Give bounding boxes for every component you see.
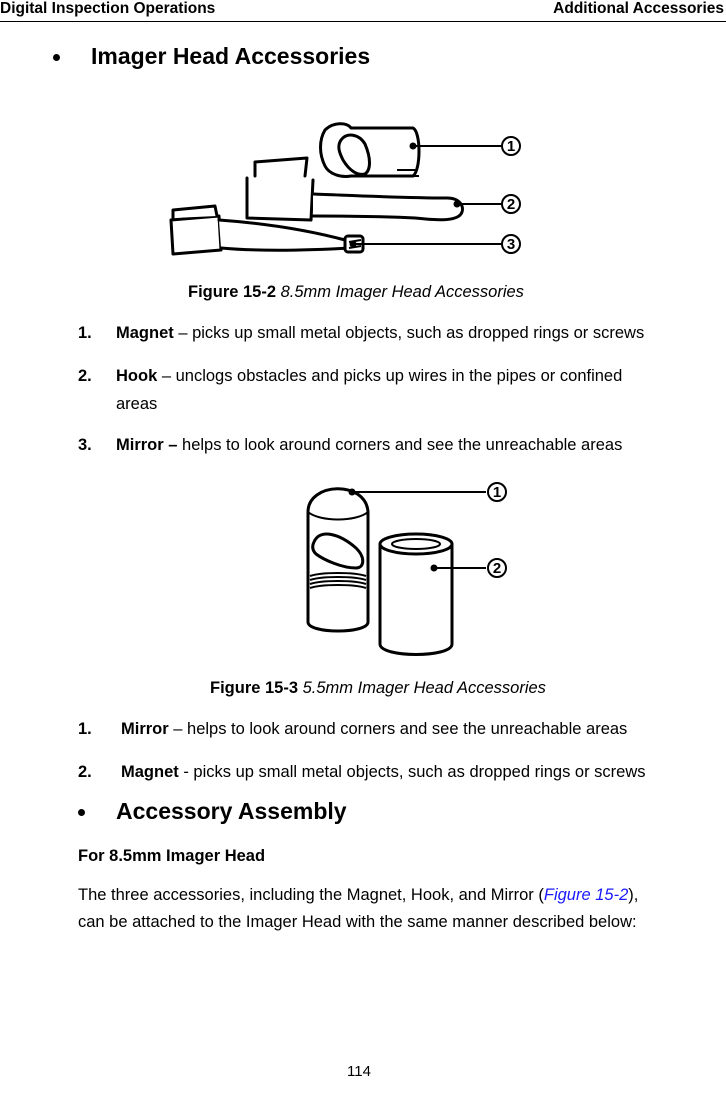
list-item-magnet: Magnet – picks up small metal objects, such as dropped rings or screws [116, 324, 645, 342]
list-item-hook-continued: areas [116, 395, 158, 413]
svg-text:2: 2 [506, 196, 516, 213]
assembly-paragraph-line2: can be attached to the Imager Head with the same manner described below: [78, 913, 637, 931]
callout-1 [488, 483, 506, 501]
caption-text: 8.5mm Imager Head Accessories [280, 283, 524, 301]
list-item-number: 2. [78, 763, 92, 781]
header-rule [0, 21, 726, 22]
section-bullet [78, 809, 85, 816]
figure-8-5mm-accessories-illustration [165, 118, 527, 266]
callout-2 [502, 195, 520, 213]
caption-text: 5.5mm Imager Head Accessories [302, 679, 546, 697]
figure-15-2-caption [188, 282, 524, 302]
magnet-accessory-drawing [321, 124, 420, 177]
figure-15-3-caption [210, 678, 546, 698]
section-title-imager-head-accessories: Imager Head Accessories [91, 43, 371, 69]
magnet-accessory-drawing [380, 534, 452, 655]
mirror-accessory-drawing [308, 489, 368, 631]
list-item-mirror: Mirror – helps to look around corners and see the unreachable areas [116, 436, 623, 454]
subheading-8-5mm: For 8.5mm Imager Head [78, 847, 266, 865]
callout-1 [502, 137, 520, 155]
caption-label: Figure 15-3 [210, 679, 299, 697]
svg-text:1: 1 [506, 138, 516, 155]
svg-text:3: 3 [506, 236, 516, 253]
figure-15-2-link[interactable]: Figure 15-2 [543, 886, 629, 904]
caption-label: Figure 15-2 [188, 283, 277, 301]
section-bullet [53, 54, 60, 61]
list-item-number: 2. [78, 367, 92, 385]
figure-5-5mm-accessories-illustration [300, 472, 515, 658]
page-number: 114 [347, 1063, 371, 1080]
running-header-left: Digital Inspection Operations [0, 0, 216, 17]
callout-3 [502, 235, 520, 253]
list-item-number: 1. [78, 720, 92, 738]
svg-text:2: 2 [492, 560, 502, 577]
callout-2 [488, 559, 506, 577]
running-header-right: Additional Accessories [553, 0, 724, 17]
list-item-magnet: Magnet - picks up small metal objects, such as dropped rings or screws [121, 763, 646, 781]
list-item-mirror: Mirror – helps to look around corners and see the unreachable areas [121, 720, 628, 738]
list-item-hook: Hook – unclogs obstacles and picks up wires in the pipes or confined [116, 367, 623, 385]
assembly-paragraph-line1: The three accessories, including the Magnet, Hook, and Mirror (Figure 15-2), [78, 886, 639, 904]
list-item-number: 1. [78, 324, 92, 342]
section-title-accessory-assembly: Accessory Assembly [116, 798, 347, 824]
svg-text:1: 1 [492, 484, 502, 501]
list-item-number: 3. [78, 436, 92, 454]
